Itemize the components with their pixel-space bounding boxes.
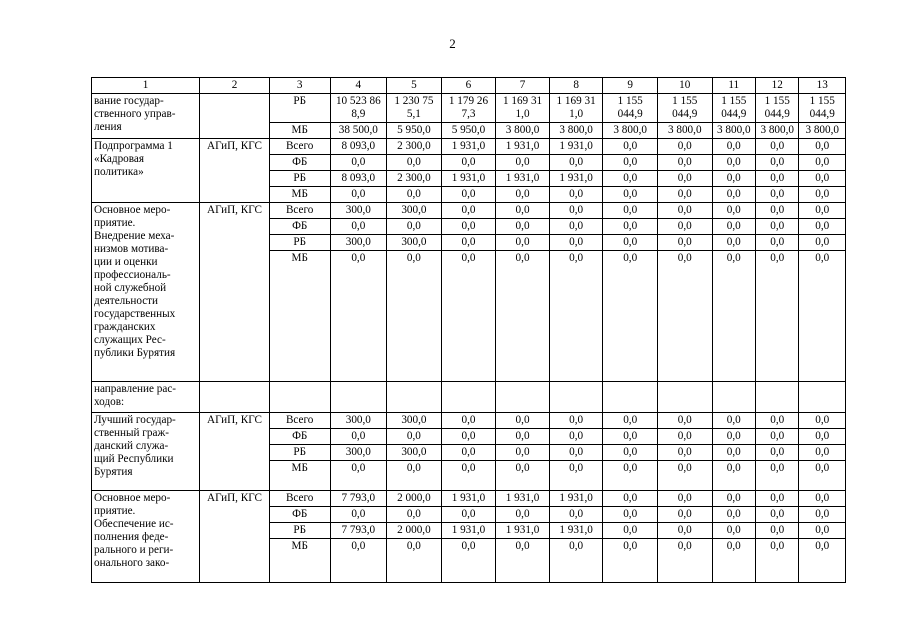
header-cell: 8: [549, 78, 603, 94]
funding-source-cell: МБ: [269, 123, 330, 139]
value-cell: 0,0: [441, 539, 496, 583]
value-cell: 1 155 044,9: [756, 94, 799, 123]
value-cell: [712, 382, 755, 413]
value-cell: 300,0: [330, 235, 387, 251]
value-cell: 2 000,0: [387, 523, 442, 539]
value-cell: 2 300,0: [387, 171, 442, 187]
value-cell: 0,0: [657, 139, 712, 155]
header-cell: 10: [657, 78, 712, 94]
value-cell: 0,0: [549, 413, 603, 429]
value-cell: 0,0: [799, 461, 846, 491]
header-cell: 13: [799, 78, 846, 94]
executor-cell: АГиП, КГС: [200, 413, 270, 491]
value-cell: 0,0: [712, 203, 755, 219]
value-cell: 1 155 044,9: [799, 94, 846, 123]
program-name-line: ственного управ-: [94, 108, 176, 120]
value-cell: 0,0: [657, 203, 712, 219]
value-cell: 0,0: [549, 203, 603, 219]
value-cell: 0,0: [496, 507, 550, 523]
funding-source-cell: ФБ: [269, 155, 330, 171]
value-cell: 0,0: [603, 203, 658, 219]
value-cell: [441, 382, 496, 413]
value-cell: 0,0: [756, 507, 799, 523]
value-cell: 0,0: [756, 523, 799, 539]
budget-table: [91, 77, 846, 583]
value-cell: 0,0: [496, 219, 550, 235]
header-cell: 11: [712, 78, 755, 94]
program-name-line: Обеспечение ис-: [94, 518, 174, 530]
value-cell: 0,0: [657, 507, 712, 523]
value-cell: 0,0: [657, 251, 712, 382]
value-cell: 0,0: [799, 203, 846, 219]
value-cell: 0,0: [799, 413, 846, 429]
executor-cell: [200, 382, 270, 413]
value-cell: 7 793,0: [330, 491, 387, 507]
value-cell: 1 931,0: [496, 139, 550, 155]
value-cell: 0,0: [756, 491, 799, 507]
value-cell: 3 800,0: [496, 123, 550, 139]
funding-source-cell: РБ: [269, 94, 330, 123]
value-cell: 300,0: [387, 413, 442, 429]
value-cell: 0,0: [799, 251, 846, 382]
value-cell: 0,0: [756, 171, 799, 187]
value-cell: 0,0: [549, 507, 603, 523]
table-row: [92, 203, 846, 219]
value-cell: 7 793,0: [330, 523, 387, 539]
value-cell: 0,0: [549, 187, 603, 203]
header-cell: 1: [92, 78, 200, 94]
value-cell: 0,0: [756, 429, 799, 445]
value-cell: 0,0: [799, 445, 846, 461]
value-cell: 0,0: [496, 203, 550, 219]
value-cell: 0,0: [496, 187, 550, 203]
program-name-cell: [92, 94, 200, 139]
value-cell: 3 800,0: [756, 123, 799, 139]
value-cell: 0,0: [496, 235, 550, 251]
value-cell: 0,0: [603, 539, 658, 583]
value-cell: 0,0: [712, 235, 755, 251]
funding-source-cell: Всего: [269, 491, 330, 507]
value-cell: 10 523 86 8,9: [330, 94, 387, 123]
program-name-cell: [92, 203, 200, 382]
value-cell: 0,0: [657, 461, 712, 491]
program-name-line: Основное меро-: [94, 492, 171, 504]
value-cell: 1 155 044,9: [712, 94, 755, 123]
value-cell: 0,0: [756, 139, 799, 155]
funding-source-cell: РБ: [269, 445, 330, 461]
value-cell: 0,0: [330, 507, 387, 523]
value-cell: 0,0: [799, 539, 846, 583]
value-cell: 0,0: [549, 251, 603, 382]
value-cell: 0,0: [712, 445, 755, 461]
value-cell: 0,0: [549, 539, 603, 583]
funding-source-cell: МБ: [269, 539, 330, 583]
header-cell: 12: [756, 78, 799, 94]
program-name-line: гражданских: [94, 321, 156, 333]
value-cell: 0,0: [441, 251, 496, 382]
value-cell: 0,0: [549, 445, 603, 461]
value-cell: 0,0: [712, 491, 755, 507]
program-name-line: вание государ-: [94, 95, 164, 107]
value-cell: 1 155 044,9: [657, 94, 712, 123]
executor-cell: АГиП, КГС: [200, 139, 270, 203]
value-cell: 2 300,0: [387, 139, 442, 155]
value-cell: 3 800,0: [712, 123, 755, 139]
value-cell: 0,0: [799, 139, 846, 155]
header-cell: 3: [269, 78, 330, 94]
value-cell: 1 931,0: [549, 491, 603, 507]
page-number: 2: [449, 36, 456, 51]
funding-source-cell: МБ: [269, 187, 330, 203]
value-cell: 0,0: [712, 539, 755, 583]
value-cell: 300,0: [387, 203, 442, 219]
program-name-line: профессиональ-: [94, 269, 171, 281]
value-cell: 0,0: [603, 139, 658, 155]
value-cell: [496, 382, 550, 413]
value-cell: 0,0: [712, 523, 755, 539]
value-cell: 0,0: [330, 155, 387, 171]
value-cell: 0,0: [603, 171, 658, 187]
value-cell: 300,0: [330, 203, 387, 219]
value-cell: 0,0: [657, 155, 712, 171]
table-row: [92, 491, 846, 507]
value-cell: 0,0: [756, 187, 799, 203]
value-cell: 0,0: [441, 219, 496, 235]
value-cell: 1 169 31 1,0: [496, 94, 550, 123]
program-name-line: онального зако-: [94, 557, 170, 569]
executor-cell: АГиП, КГС: [200, 203, 270, 382]
value-cell: 0,0: [603, 461, 658, 491]
value-cell: 0,0: [756, 155, 799, 171]
value-cell: 0,0: [603, 507, 658, 523]
funding-source-cell: Всего: [269, 139, 330, 155]
funding-source-cell: МБ: [269, 251, 330, 382]
funding-source-cell: РБ: [269, 171, 330, 187]
value-cell: 0,0: [657, 429, 712, 445]
value-cell: 0,0: [496, 155, 550, 171]
funding-source-cell: ФБ: [269, 219, 330, 235]
value-cell: [603, 382, 658, 413]
value-cell: 0,0: [496, 413, 550, 429]
value-cell: 0,0: [387, 251, 442, 382]
program-name-line: приятие.: [94, 217, 136, 229]
program-name-line: рального и реги-: [94, 544, 174, 556]
value-cell: 0,0: [657, 235, 712, 251]
header-cell: 5: [387, 78, 442, 94]
value-cell: 0,0: [756, 235, 799, 251]
program-name-cell: [92, 413, 200, 491]
program-name-line: полнения феде-: [94, 531, 169, 543]
program-name-line: приятие.: [94, 505, 136, 517]
value-cell: 0,0: [712, 171, 755, 187]
value-cell: 1 931,0: [549, 523, 603, 539]
table-row: [92, 382, 846, 413]
value-cell: 5 950,0: [387, 123, 442, 139]
value-cell: 0,0: [441, 155, 496, 171]
value-cell: 1 155 044,9: [603, 94, 658, 123]
value-cell: 0,0: [330, 219, 387, 235]
value-cell: 0,0: [387, 507, 442, 523]
value-cell: 0,0: [712, 251, 755, 382]
value-cell: 1 230 75 5,1: [387, 94, 442, 123]
value-cell: 0,0: [496, 251, 550, 382]
program-name-line: щий Республики: [94, 453, 174, 465]
value-cell: 0,0: [712, 219, 755, 235]
value-cell: 1 169 31 1,0: [549, 94, 603, 123]
value-cell: 0,0: [657, 539, 712, 583]
value-cell: 0,0: [603, 219, 658, 235]
value-cell: 0,0: [799, 429, 846, 445]
value-cell: 0,0: [387, 155, 442, 171]
header-cell: 6: [441, 78, 496, 94]
value-cell: [549, 382, 603, 413]
value-cell: 0,0: [387, 461, 442, 491]
value-cell: 38 500,0: [330, 123, 387, 139]
value-cell: 300,0: [330, 413, 387, 429]
value-cell: [330, 382, 387, 413]
value-cell: [657, 382, 712, 413]
value-cell: 0,0: [549, 429, 603, 445]
value-cell: 1 179 26 7,3: [441, 94, 496, 123]
value-cell: [756, 382, 799, 413]
value-cell: 0,0: [330, 429, 387, 445]
value-cell: 0,0: [657, 187, 712, 203]
value-cell: 0,0: [799, 235, 846, 251]
header-cell: 9: [603, 78, 658, 94]
value-cell: 1 931,0: [441, 139, 496, 155]
header-cell: 4: [330, 78, 387, 94]
value-cell: 0,0: [496, 429, 550, 445]
value-cell: 0,0: [712, 187, 755, 203]
value-cell: 0,0: [441, 461, 496, 491]
program-name-line: публики Бурятия: [94, 347, 176, 359]
value-cell: 0,0: [603, 445, 658, 461]
value-cell: 300,0: [387, 235, 442, 251]
value-cell: 0,0: [712, 139, 755, 155]
value-cell: 0,0: [603, 187, 658, 203]
value-cell: 0,0: [549, 461, 603, 491]
funding-source-cell: [269, 382, 330, 413]
value-cell: 0,0: [496, 445, 550, 461]
program-name-line: ления: [94, 121, 122, 133]
value-cell: 1 931,0: [441, 523, 496, 539]
program-name-line: деятельности: [94, 295, 159, 307]
value-cell: 0,0: [712, 507, 755, 523]
value-cell: 0,0: [657, 491, 712, 507]
value-cell: 0,0: [712, 155, 755, 171]
program-name-line: низмов мотива-: [94, 243, 169, 255]
value-cell: 0,0: [603, 491, 658, 507]
value-cell: 0,0: [712, 429, 755, 445]
value-cell: 0,0: [330, 187, 387, 203]
value-cell: 0,0: [387, 187, 442, 203]
value-cell: 3 800,0: [549, 123, 603, 139]
value-cell: 0,0: [387, 219, 442, 235]
program-name-line: ходов:: [94, 396, 125, 408]
program-name-line: Бурятия: [94, 466, 133, 478]
value-cell: 0,0: [799, 187, 846, 203]
funding-source-cell: РБ: [269, 235, 330, 251]
value-cell: 0,0: [603, 523, 658, 539]
value-cell: [387, 382, 442, 413]
value-cell: 1 931,0: [496, 523, 550, 539]
value-cell: 0,0: [441, 187, 496, 203]
value-cell: 0,0: [603, 429, 658, 445]
value-cell: 0,0: [441, 507, 496, 523]
funding-source-cell: ФБ: [269, 507, 330, 523]
executor-cell: [200, 94, 270, 139]
value-cell: 0,0: [657, 171, 712, 187]
value-cell: 0,0: [549, 219, 603, 235]
table-row: [92, 94, 846, 123]
value-cell: 0,0: [799, 491, 846, 507]
value-cell: 0,0: [657, 219, 712, 235]
value-cell: 0,0: [799, 219, 846, 235]
value-cell: 300,0: [387, 445, 442, 461]
program-name-line: государственных: [94, 308, 176, 320]
program-name-line: Лучший государ-: [94, 414, 176, 426]
value-cell: 0,0: [441, 235, 496, 251]
value-cell: 1 931,0: [496, 171, 550, 187]
program-name-line: направление рас-: [94, 383, 177, 395]
value-cell: 0,0: [549, 155, 603, 171]
program-name-line: Подпрограмма 1: [94, 140, 173, 152]
value-cell: 0,0: [799, 523, 846, 539]
value-cell: 1 931,0: [441, 491, 496, 507]
value-cell: 0,0: [549, 235, 603, 251]
value-cell: 0,0: [603, 235, 658, 251]
value-cell: 0,0: [756, 539, 799, 583]
program-name-line: ции и оценки: [94, 256, 158, 268]
value-cell: 0,0: [330, 539, 387, 583]
value-cell: 0,0: [496, 461, 550, 491]
value-cell: 3 800,0: [657, 123, 712, 139]
program-name-line: Внедрение меха-: [94, 230, 175, 242]
value-cell: 8 093,0: [330, 139, 387, 155]
value-cell: 8 093,0: [330, 171, 387, 187]
value-cell: 0,0: [441, 429, 496, 445]
value-cell: 1 931,0: [496, 491, 550, 507]
value-cell: 0,0: [330, 251, 387, 382]
value-cell: 0,0: [387, 429, 442, 445]
program-name-cell: [92, 382, 200, 413]
value-cell: 0,0: [387, 539, 442, 583]
header-cell: 2: [200, 78, 270, 94]
funding-source-cell: ФБ: [269, 429, 330, 445]
program-name-line: ной служебной: [94, 282, 167, 294]
value-cell: 0,0: [756, 461, 799, 491]
program-name-cell: [92, 139, 200, 203]
value-cell: 1 931,0: [549, 171, 603, 187]
program-name-cell: [92, 491, 200, 583]
program-name-line: ственный граж-: [94, 427, 169, 439]
program-name-line: политика»: [94, 166, 144, 178]
value-cell: 0,0: [330, 461, 387, 491]
table-row: [92, 139, 846, 155]
program-name-line: Основное меро-: [94, 204, 171, 216]
funding-source-cell: Всего: [269, 413, 330, 429]
executor-cell: АГиП, КГС: [200, 491, 270, 583]
value-cell: 0,0: [756, 251, 799, 382]
value-cell: 0,0: [657, 413, 712, 429]
value-cell: 3 800,0: [799, 123, 846, 139]
value-cell: 0,0: [496, 539, 550, 583]
program-name-line: данский служа-: [94, 440, 169, 452]
table-row: [92, 413, 846, 429]
value-cell: 1 931,0: [549, 139, 603, 155]
value-cell: 0,0: [657, 445, 712, 461]
value-cell: 0,0: [712, 461, 755, 491]
program-name-line: служащих Рес-: [94, 334, 166, 346]
value-cell: 0,0: [603, 155, 658, 171]
value-cell: 3 800,0: [603, 123, 658, 139]
value-cell: 300,0: [330, 445, 387, 461]
funding-source-cell: РБ: [269, 523, 330, 539]
value-cell: 0,0: [756, 413, 799, 429]
value-cell: 0,0: [756, 203, 799, 219]
value-cell: 0,0: [756, 445, 799, 461]
value-cell: 5 950,0: [441, 123, 496, 139]
program-name-line: «Кадровая: [94, 153, 144, 165]
value-cell: 0,0: [441, 413, 496, 429]
funding-source-cell: МБ: [269, 461, 330, 491]
value-cell: 0,0: [441, 445, 496, 461]
value-cell: 0,0: [657, 523, 712, 539]
funding-source-cell: Всего: [269, 203, 330, 219]
value-cell: 0,0: [756, 219, 799, 235]
header-cell: 7: [496, 78, 550, 94]
table-header-row: [92, 78, 846, 94]
value-cell: 0,0: [603, 251, 658, 382]
value-cell: 0,0: [712, 413, 755, 429]
value-cell: 1 931,0: [441, 171, 496, 187]
value-cell: 2 000,0: [387, 491, 442, 507]
value-cell: 0,0: [799, 507, 846, 523]
value-cell: [799, 382, 846, 413]
value-cell: 0,0: [441, 203, 496, 219]
value-cell: 0,0: [799, 171, 846, 187]
value-cell: 0,0: [799, 155, 846, 171]
value-cell: 0,0: [603, 413, 658, 429]
